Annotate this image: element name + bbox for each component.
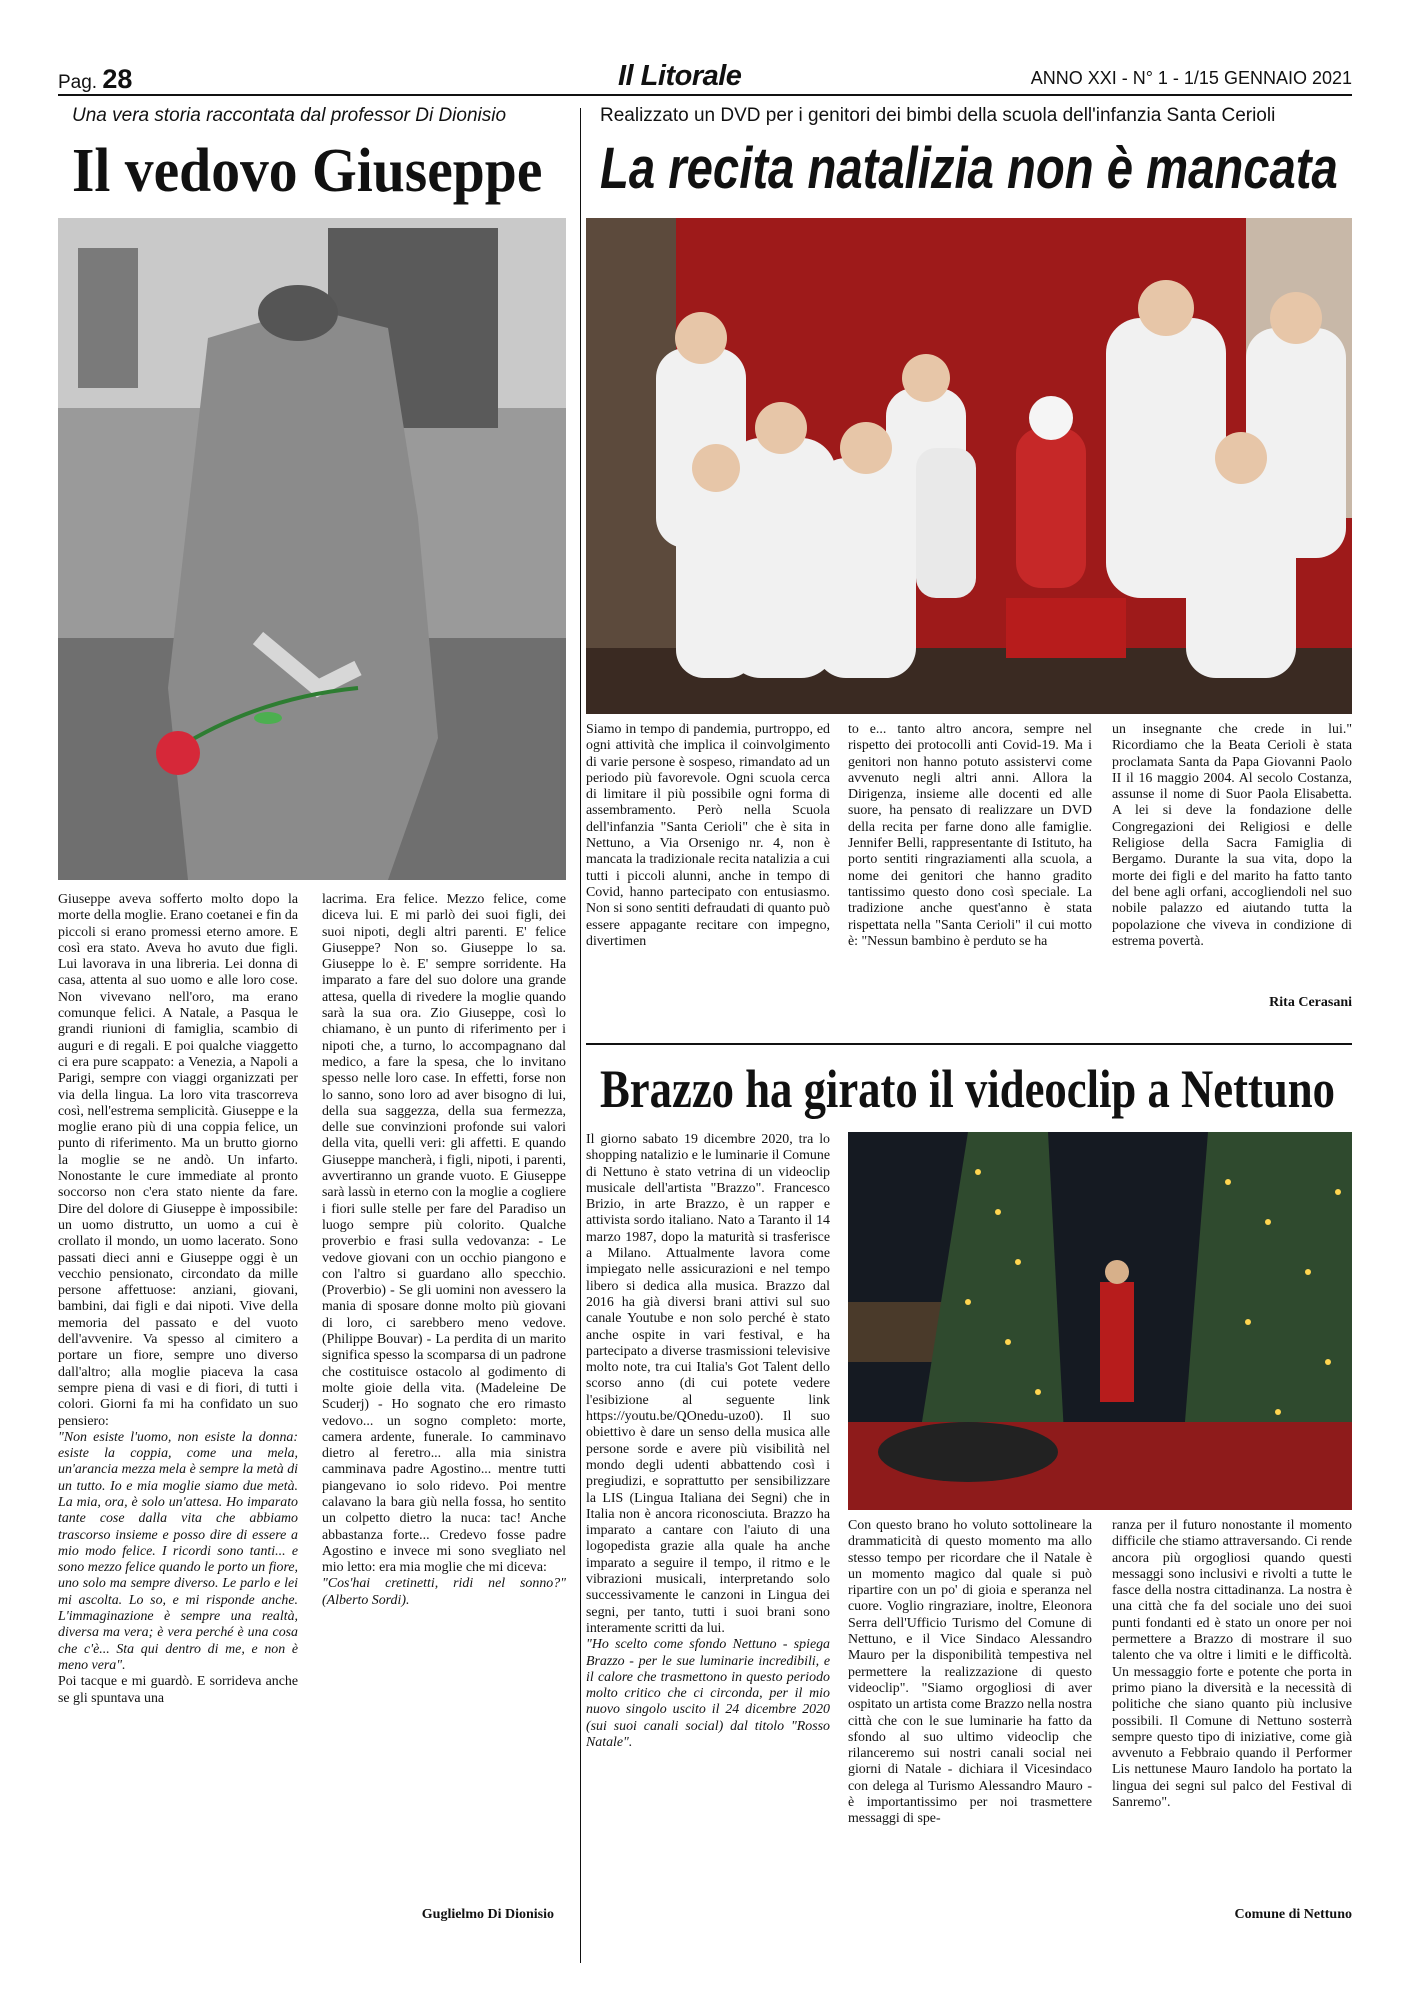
page-label: Pag. (58, 72, 98, 93)
top-right-column-1 (586, 722, 830, 1012)
tr-col1-text: Siamo in tempo di pandemia, purtroppo, ed ogni attività che implica il coinvolgimento di varie persone è sospeso, rimandato ad un periodo più favorevole. Ogni scuola cerca di limitare il più possibile ogni forma di assembramento. Però nella Scuola dell'infanzia "Santa Cerioli" che è sita in Nettuno, a Via Orsenigo nr. 4, non è mancata la tradizionale recita natalizia a cui tutti i piccoli alunni, anche in tempo di Covid, hanno partecipato con entusiasmo. Non si sono sentiti defraudati di quanto può essere appagante recitare con impegno, divertimen (586, 722, 830, 949)
top-right-column-2 (848, 722, 1092, 1012)
top-right-signature: Rita Cerasani (1269, 995, 1352, 1010)
br-col1-quote: "Ho scelto come sfondo Nettuno - spiega Brazzo - per le sue luminarie incredibili, e il calore che trasmettono in questo periodo molto critico che ci circonda, per il mio nuovo singolo uscito il 24 dicembre 2020 (sui suoi canali social) dal titolo "Rosso Natale". (586, 1637, 830, 1750)
left-article-column-1 (58, 892, 298, 1922)
man-coat (168, 308, 438, 880)
paper-name: Il Litorale (618, 60, 742, 92)
section-divider (586, 1043, 1352, 1045)
photo-illustration (586, 218, 1352, 714)
left-col1-quote: "Non esiste l'uomo, non esiste la donna: esiste la coppia, come una mela, un'arancia mezza mela è sempre la metà di un tutto. Io e mia moglie siamo due metà. La mia, ora, è solo un'attesa. Ho imparato tante cose dalla vita che abbiamo trascorso insieme e posso dire di essere a mio modo felice. I ricordi sono tanti... e sono mezzo felice quando le porto un fiore, uno solo ma sempre diverso. Le parlo e lei mi ascolta. Lo so, e mi risponde anche. L'immaginazione è sempre una realtà, diversa ma vera; è vera perché è una cosa che c'è... Sta qui dentro di me, e non è meno vera". (58, 1429, 298, 1673)
tr-col3-text: un insegnante che crede in lui." Ricordiamo che la Beata Cerioli è stata proclamata Santa da Papa Giovanni Paolo II il 16 maggio 2004. Al secolo Costanza, assunse il nome di Suor Paola Elisabetta. A lei si deve la fondazione delle Congregazioni dei Religiosi e delle Religiose della Sacra Famiglia di Bergamo. Durante la sua vita, dopo la morte dei figli e del marito ha fatto tanto del bene agli orfani, accogliendoli nel suo nobile palazzo ed aiutando tutta la popolazione che viveva in condizione di estrema povertà. (1112, 722, 1352, 949)
performer (1100, 1282, 1134, 1402)
top-right-kicker: Realizzato un DVD per i genitori dei bimbi della scuola dell'infanzia Santa Cerioli (600, 105, 1276, 126)
photo-illustration (58, 218, 566, 880)
santa-figure (1016, 428, 1086, 588)
left-col1-end: Poi tacque e mi guardò. E sorrideva anche se gli spuntava una (58, 1674, 298, 1706)
bottom-right-column-3 (1112, 1518, 1352, 1903)
tr-col2-text: to e... tanto altro ancora, sempre nel rispetto dei protocolli anti Covid-19. Ma i genitori non hanno potuto assistervi come avvenuto negli altri anni. Allora la Dirigenza, insieme alle docenti ed alle suore, ha pensato di realizzare un DVD della recita per farne dono alle famiglie. Jennifer Belli, rappresentante di Istituto, ha porto sentiti ringraziamenti alla scuola, a nome dei genitori che hanno gradito tantissimo questo dono così speciale. La tradizione anche quest'anno è stata rispettata nella "Santa Cerioli" il cui motto è: "Nessun bambino è perduto se ha (848, 722, 1092, 949)
camera-operator (878, 1422, 1058, 1482)
photo-illustration (848, 1132, 1352, 1510)
br-col1-text: Il giorno sabato 19 dicembre 2020, tra lo shopping natalizio e le luminarie il Comune di Nettuno è stato vetrina di un videoclip musicale dell'artista "Brazzo". Francesco Brizio, in arte Brazzo, è un rapper e attivista sordo italiano. Nato a Taranto il 14 marzo 1987, dopo la maturità si trasferisce a Milano. Attualmente lavora come impiegato nelle assicurazioni e nel tempo libero si dedica alla musica. Brazzo dal 2016 ha già diversi brani attivi sul suo canale Youtube e non solo perché è stato anche ospite in vari festival, e ha partecipato a diverse trasmissioni televisive molto note, tra cui Italia's Got Talent dello scorso anno (di cui potete vedere l'esibizione al seguente link https://youtu.be/QOnedu-uzo0). Il suo obiettivo è dare un senso della musica alle persone sorde e avere più visibilità nel mondo degli udenti abbattendo così i pregiudizi, e soprattutto per sensibilizzare la LIS (Lingua Italiana dei Segni) che in Italia non è ancora riconosciuta. Brazzo ha imparato a cantare con l'aiuto di una logopedista grazie alla quale ha anche imparato a seguire il tempo, il ritmo e le vibrazioni musicali, interpretando solo successivamente le canzoni in Lingua dei segni, per tanto, tutti i suoi brani sono interamente scritti da lui. (586, 1132, 830, 1636)
rose-icon (156, 731, 200, 775)
christmas-lights-videoclip-photo (848, 1132, 1352, 1510)
left-headline: Il vedovo Giuseppe (72, 137, 543, 205)
left-article-column-2 (322, 892, 566, 1902)
left-col1-text: Giuseppe aveva sofferto molto dopo la morte della moglie. Erano coetanei e fin da piccoli si erano promessi eterno amore. E così era stato. Aveva ho avuto due figli. Lui lavorava in una libreria. Lei donna di casa, attenta al suo uomo e alle loro cose. Non vivevano nell'oro, ma erano comunque felici. A Natale, a Pasqua le grandi riunioni di famiglia, scambio di auguri e di regali. E poi qualche viaggetto ci era pure scappato: a Venezia, a Napoli a Parigi, sempre con viaggi organizzati per via della lingua. La loro vita trascorreva così, nell'estrema semplicità. Giuseppe e la moglie erano più di una coppia felice, un punto di riferimento. Ma un brutto giorno la moglie se ne andò. Un infarto. Nonostante le cure immediate al pronto soccorso non c'era stato niente da fare. Dire del dolore di Giuseppe è impossibile: un uomo distrutto, un uomo a cui è crollato il mondo, un uomo lacerato. Sono passati dieci anni e Giuseppe oggi è un vecchio pensionato, circondato da mille persone affettuose: anziani, giovani, bambini, dai figli e dai nipoti. Vive della memoria del passato e del vuoto dell'avvenire. Va spesso al cimitero a portare un fiore, sempre uno diverso dall'altro; alla moglie piaceva la casa sempre piena di vasi e di fiori, di tutti i colori. Giorni fa mi ha confidato un suo pensiero: (58, 892, 298, 1429)
poinsettia (1006, 598, 1126, 658)
masthead (58, 58, 1352, 96)
tree-left (78, 248, 138, 388)
teachers-and-nuns-christmas-group-photo (586, 218, 1352, 714)
bottom-right-column-2 (848, 1518, 1092, 1910)
column-divider (580, 108, 581, 1963)
performer-head (1105, 1260, 1129, 1284)
top-right-column-3 (1112, 722, 1352, 992)
rose-leaf (254, 712, 282, 724)
top-right-headline: La recita natalizia non è mancata (600, 136, 1338, 201)
bottom-right-headline: Brazzo ha girato il videoclip a Nettuno (600, 1059, 1335, 1119)
page-number-value: 28 (102, 64, 133, 94)
issue-line: ANNO XXI - N° 1 - 1/15 GENNAIO 2021 (1030, 68, 1352, 88)
nun-child (916, 448, 976, 598)
left-col2-text: lacrima. Era felice. Mezzo felice, come diceva lui. E mi parlò dei suoi figli, dei suoi nipoti, degli altri parenti. E' felice Giuseppe? Non so. Giuseppe lo sa. Giuseppe lo è. E' sempre sorridente. Ha imparato a fare del suo dolore una grande attesa, quella di rivedere la moglie quando sarà la sua ora. Zio Giuseppe, così lo chiamano, è un punto di riferimento per i nipoti che, a turno, lo accompagnano dal medico, a fare la spesa, che lo invitano spesso nelle loro case. In effetti, forse non lo sanno, sono loro ad aver bisogno di lui, della sua saggezza, della sua fermezza, delle sue convinzioni profonde sui valori della vita, quelli veri: gli affetti. E quando Giuseppe mancherà, i figli, nipoti, i parenti, avvertiranno un grande vuoto. E Giuseppe sarà lassù in eterno con la moglie a cogliere i fiori sulle stelle per fare del Paradiso un luogo sempre più colorito. Qualche proverbio e frasi sulla vedovanza: - Le vedove giovani con un occhio piangono e con l'altro si guardano allo specchio. (Proverbio) - Se gli uomini non avessero la mania di sposare donne molto più giovani di loro, ci sarebbero meno vedove. (Philippe Bouvar) - La perdita di un marito significa spesso la scomparsa di un padrone che costituisce ostacolo al godimento di molte gioie della vita. (Madeleine De Scuderj) - Ho sognato che ero rimasto vedovo... un sogno completo: morte, camera ardente, funerale. Io camminavo dietro al feretro... alla mia sinistra camminava padre Agostino... mentre tutti piangevano io solo ridevo. Poi mentre calavano la bara giù nella fossa, ho sentito un colpetto dietro la nuca: tac! Anche abbastanza forte... Credevo fosse padre Agostino e invece mi sono svegliato nel mio letto: era mia moglie che mi diceva: (322, 892, 566, 1576)
left-col2-quote: "Cos'hai cretinetti, ridi nel sonno?" (Alberto Sordi). (322, 1576, 566, 1608)
grieving-man-with-rose-photo (58, 218, 566, 880)
man-head (258, 285, 338, 341)
page-number (58, 64, 132, 95)
left-kicker: Una vera storia raccontata dal professor Di Dionisio (72, 105, 507, 126)
bottom-right-signature: Comune di Nettuno (1234, 1907, 1352, 1922)
left-signature: Guglielmo Di Dionisio (421, 1907, 554, 1922)
br-col2-text: Con questo brano ho voluto sottolineare la drammaticità di questo momento ma allo stesso tempo per ricordare che il Natale è un momento magico dal quale si può ripartire con un po' di gioia e speranza nel cuore. Voglio ringraziare, inoltre, Eleonora Serra dell'Ufficio Turismo del Comune di Nettuno, e il Vice Sindaco Alessandro Mauro per la disponibilità tempestiva nel permettere la realizzazione di questo videoclip". "Siamo orgogliosi di aver ospitato un artista come Brazzo nella nostra città che con le sue luminarie ha fatto da sfondo al suo ultimo videoclip che rilanceremo sui nostri canali social nei giorni di Natale - dichiara il Vicesindaco con delega al Turismo Alessandro Mauro - è importantissimo per noi trasmettere messaggi di spe- (848, 1518, 1092, 1827)
santa-head (1029, 396, 1073, 440)
br-col3-text: ranza per il futuro nonostante il momento difficile che stiamo attraversando. Ci rende ancora più orgogliosi quando questi messaggi sono inclusivi e rivolti a tutte le fasce della nostra cittadinanza. La nostra è una città che fa del sociale uno dei suoi punti fondanti ed è stato un onore per noi permettere a Brazzo di mostrare il suo talento che va oltre i limiti e le difficoltà. Un messaggio forte e potente che porta in primo piano la diversità e la necessità di politiche che siano quanto più inclusive possibili. Il Comune di Nettuno sosterrà sempre questo tipo di iniziative, come già avvenuto a Febbraio quando il Performer Lis nettunese Mauro Iandolo ha portato la lingua dei segni sul palco del Festival di Sanremo". (1112, 1518, 1352, 1811)
bottom-right-column-1 (586, 1132, 830, 1907)
